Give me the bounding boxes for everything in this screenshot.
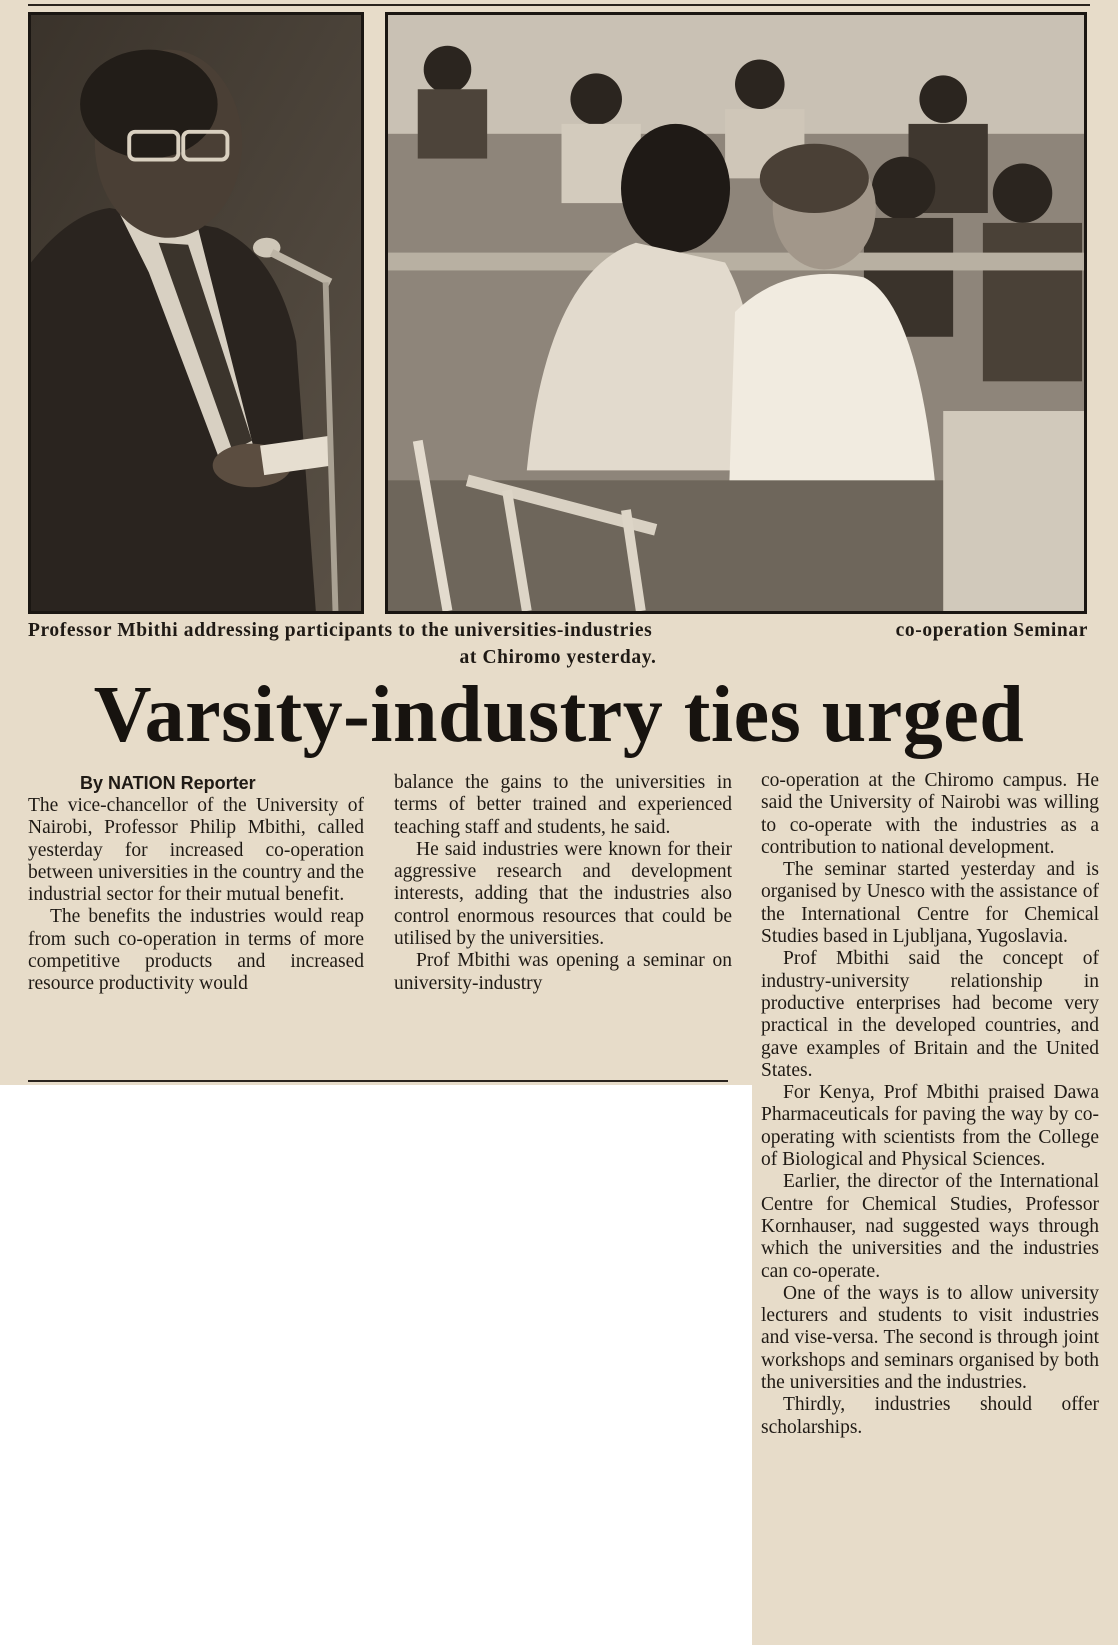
article-bottom-rule	[28, 1080, 728, 1082]
paragraph: Thirdly, industries should offer scholarships.	[761, 1394, 1099, 1438]
photo-speaker-image	[31, 15, 361, 611]
paragraph: He said industries were known for their aggressive research and development interests, adding that the industries also control enormous resources that could be utilised by the universities.	[394, 838, 732, 950]
article-column-1	[28, 772, 364, 996]
paragraph: Earlier, the director of the International Centre for Chemical Studies, Professor Kornhauser, nad suggested ways through which the universities and the industries can co-operate.	[761, 1171, 1099, 1282]
article-column-2	[394, 772, 732, 995]
paragraph: Prof Mbithi was opening a seminar on university-industry	[394, 950, 732, 994]
byline: By NATION Reporter	[80, 773, 256, 793]
paragraph: One of the ways is to allow university lecturers and students to visit industries and vise-versa. The second is through joint workshops and seminars organised by both the universities and the industries.	[761, 1282, 1099, 1394]
paragraph: The vice-chancellor of the University of Nairobi, Professor Philip Mbithi, called yesterday for increased co-operation between universities in the country and the industrial sector for their mutual benefit.	[28, 795, 364, 906]
caption-line-1: Professor Mbithi addressing participants to the universities-industries	[28, 620, 653, 641]
paragraph: Prof Mbithi said the concept of industry-university relationship in productive enterprises had become very practical in the developed countries, and gave examples of Britain and the United States.	[761, 948, 1099, 1081]
photo-audience-image	[388, 15, 1084, 611]
paragraph: For Kenya, Prof Mbithi praised Dawa Pharmaceuticals for paving the way by co-operating with scientists from the College of Biological and Physical Sciences.	[761, 1082, 1099, 1171]
paragraph: The seminar started yesterday and is organised by Unesco with the assistance of the International Centre for Chemical Studies based in Ljubljana, Yugoslavia.	[761, 859, 1099, 948]
top-rule	[28, 4, 1090, 6]
photo-audience	[385, 12, 1087, 614]
caption-line-2: at Chiromo yesterday.	[459, 647, 657, 668]
paragraph: co-operation at the Chiromo campus. He said the University of Nairobi was willing to co-operate with the industries as a contribution to national development.	[761, 770, 1099, 858]
article-column-3	[761, 770, 1099, 1439]
paragraph: balance the gains to the universities in terms of better trained and experienced teaching staff and students, he said.	[394, 772, 732, 838]
photo-speaker	[28, 12, 364, 614]
paragraph: The benefits the industries would reap from such co-operation in terms of more competitive products and increased resource productivity would	[28, 906, 364, 995]
headline: Varsity-industry ties urged	[93, 671, 1025, 759]
caption-line-1-end: co-operation Seminar	[895, 620, 1088, 641]
photo-caption	[28, 617, 1088, 671]
